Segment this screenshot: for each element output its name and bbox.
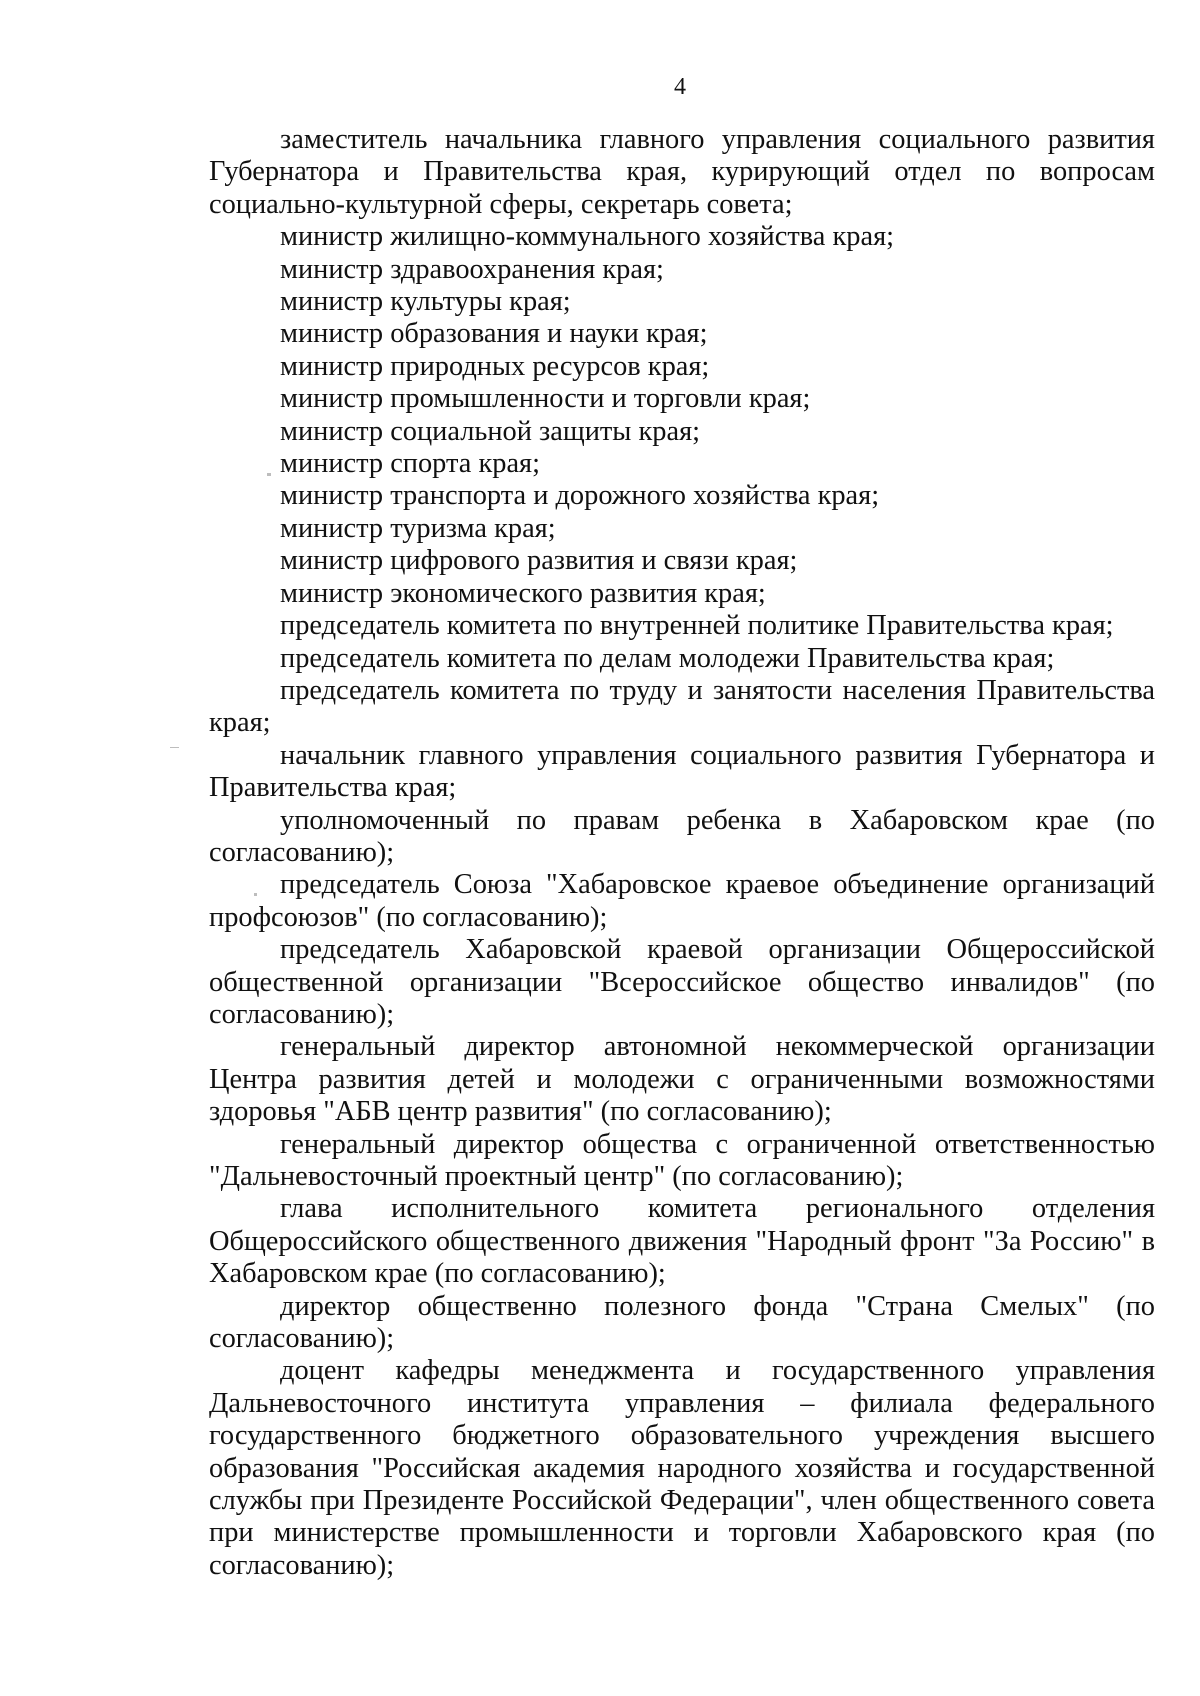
paragraph: начальник главного управления социального развития Губернатора и Правительства края; [209, 739, 1155, 804]
scan-artifact [254, 893, 257, 896]
paragraph: министр культуры края; [280, 286, 571, 318]
paragraph: председатель комитета по делам молодежи Правительства края; [280, 642, 1055, 674]
paragraph: министр здравоохранения края; [280, 253, 664, 285]
paragraph: генеральный директор автономной некоммерческой организации Центра развития детей и молодежи с ограниченными возможностями здоровья "АБВ центр развития" (по согласованию); [209, 1031, 1155, 1128]
document-body [209, 124, 1155, 1582]
paragraph: министр транспорта и дорожного хозяйства края; [280, 480, 880, 512]
paragraph: министр спорта края; [280, 448, 540, 480]
page-number: 4 [674, 74, 686, 100]
paragraph: министр образования и науки края; [280, 318, 708, 350]
paragraph: министр экономического развития края; [280, 577, 766, 609]
paragraph: директор общественно полезного фонда "Страна Смелых" (по согласованию); [209, 1290, 1155, 1355]
scan-artifact [267, 473, 271, 476]
paragraph: председатель комитета по внутренней политике Правительства края; [280, 610, 1114, 642]
paragraph: заместитель начальника главного управления социального развития Губернатора и Правительства края, курирующий отдел по вопросам социально-культурной сферы, секретарь совета; [209, 124, 1155, 220]
paragraph: министр социальной защиты края; [280, 415, 701, 447]
paragraph: министр туризма края; [280, 512, 556, 544]
paragraph: председатель комитета по труду и занятости населения Правительства края; [209, 674, 1155, 739]
scan-artifact [170, 747, 179, 748]
paragraph: уполномоченный по правам ребенка в Хабаровском крае (по согласованию); [209, 804, 1155, 868]
paragraph: председатель Союза "Хабаровское краевое объединение организаций профсоюзов" (по согласованию); [209, 869, 1155, 933]
paragraph: министр жилищно-коммунального хозяйства края; [280, 221, 895, 253]
paragraph: генеральный директор общества с ограниченной ответственностью "Дальневосточный проектный центр" (по согласованию); [209, 1128, 1155, 1192]
paragraph: доцент кафедры менеджмента и государственного управления Дальневосточного института управления – филиала федерального государственного бюджетного образовательного учреждения высшего образования "Российская академия народного хозяйства и государственной службы при Президенте Российской Федерации", член общественного совета при министерстве промышленности и торговли Хабаровского края (по согласованию); [209, 1355, 1155, 1581]
paragraph: министр природных ресурсов края; [280, 350, 710, 382]
paragraph: министр цифрового развития и связи края; [280, 545, 798, 577]
paragraph: глава исполнительного комитета регионального отделения Общероссийского общественного движения "Народный фронт "За Россию" в Хабаровском крае (по согласованию); [209, 1193, 1155, 1290]
paragraph: министр промышленности и торговли края; [280, 383, 811, 415]
paragraph: председатель Хабаровской краевой организации Общероссийской общественной организации "Всероссийское общество инвалидов" (по согласованию); [209, 934, 1155, 1030]
